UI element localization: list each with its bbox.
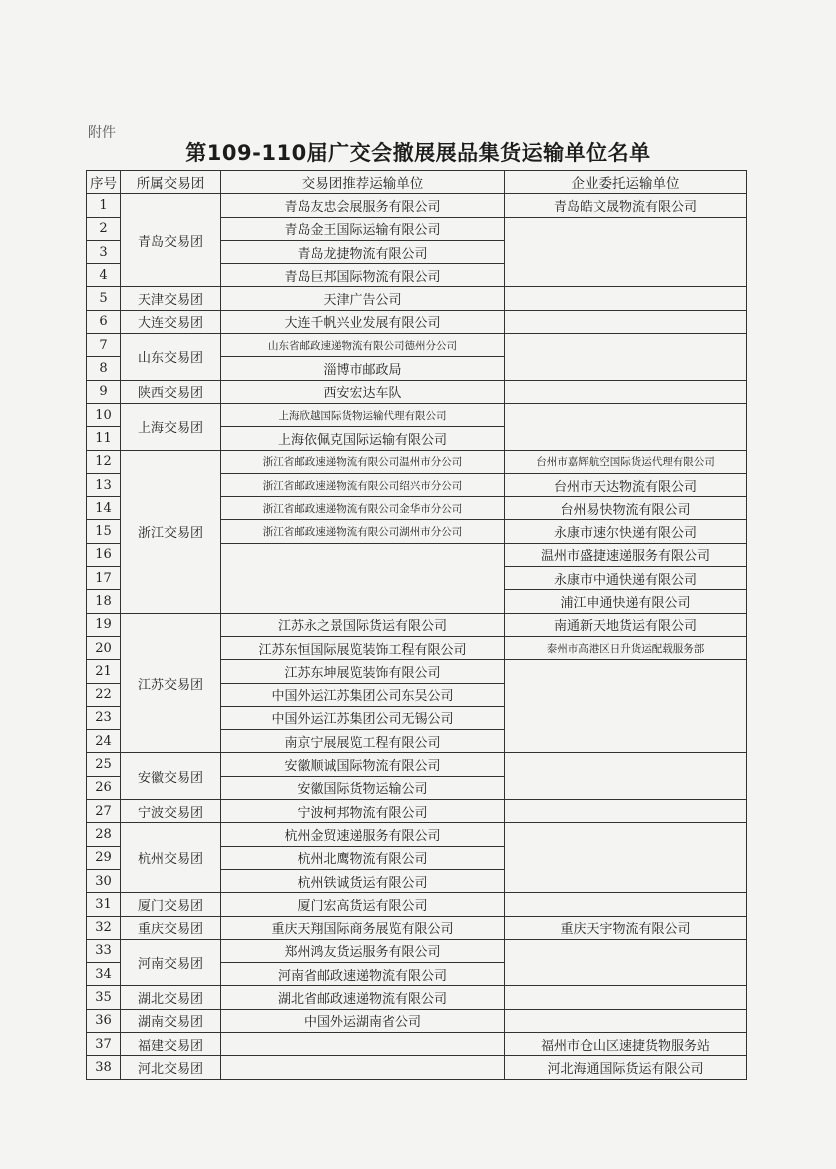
recommended-unit-cell: 浙江省邮政速递物流有限公司湖州市分公司 (221, 520, 505, 543)
table-row (87, 310, 747, 333)
recommended-unit-cell: 厦门宏高货运有限公司 (221, 893, 505, 916)
entrusted-unit-cell (505, 660, 747, 753)
table-row (87, 916, 747, 939)
trade-group-cell: 上海交易团 (121, 403, 221, 450)
row-number: 15 (87, 520, 121, 543)
entrusted-unit-cell: 南通新天地货运有限公司 (505, 613, 747, 636)
row-number: 11 (87, 427, 121, 450)
recommended-unit-cell: 天津广告公司 (221, 287, 505, 310)
table-row (87, 893, 747, 916)
recommended-unit-cell: 山东省邮政速递物流有限公司德州分公司 (221, 334, 505, 357)
trade-group-cell: 重庆交易团 (121, 916, 221, 939)
recommended-unit-cell: 河南省邮政速递物流有限公司 (221, 963, 505, 986)
header-group: 所属交易团 (121, 171, 221, 194)
recommended-unit-cell: 安徽顺诚国际物流有限公司 (221, 753, 505, 776)
trade-group-cell: 陕西交易团 (121, 380, 221, 403)
entrusted-unit-cell (505, 310, 747, 333)
row-number: 21 (87, 660, 121, 683)
entrusted-unit-cell: 浦江申通快递有限公司 (505, 590, 747, 613)
recommended-unit-cell: 重庆天翔国际商务展览有限公司 (221, 916, 505, 939)
trade-group-cell: 江苏交易团 (121, 613, 221, 753)
recommended-unit-cell: 郑州鸿友货运服务有限公司 (221, 939, 505, 962)
table-row (87, 939, 747, 962)
entrusted-unit-cell: 青岛皓文晟物流有限公司 (505, 194, 747, 217)
entrusted-unit-cell: 福州市仓山区速捷货物服务站 (505, 1032, 747, 1055)
table-row (87, 1009, 747, 1032)
trade-group-cell: 青岛交易团 (121, 194, 221, 287)
entrusted-unit-cell (505, 403, 747, 450)
trade-group-cell: 厦门交易团 (121, 893, 221, 916)
entrusted-unit-cell (505, 893, 747, 916)
row-number: 5 (87, 287, 121, 310)
row-number: 6 (87, 310, 121, 333)
entrusted-unit-cell (505, 939, 747, 986)
trade-group-cell: 宁波交易团 (121, 800, 221, 823)
entrusted-unit-cell: 台州市嘉辉航空国际货运代理有限公司 (505, 450, 747, 473)
recommended-unit-cell (221, 1056, 505, 1079)
recommended-unit-cell: 浙江省邮政速递物流有限公司温州市分公司 (221, 450, 505, 473)
row-number: 20 (87, 636, 121, 659)
row-number: 1 (87, 194, 121, 217)
recommended-unit-cell: 青岛巨邦国际物流有限公司 (221, 264, 505, 287)
row-number: 37 (87, 1032, 121, 1055)
trade-group-cell: 杭州交易团 (121, 823, 221, 893)
recommended-unit-cell: 浙江省邮政速递物流有限公司绍兴市分公司 (221, 473, 505, 496)
table-row (87, 194, 747, 217)
row-number: 34 (87, 963, 121, 986)
recommended-unit-cell: 西安宏达车队 (221, 380, 505, 403)
recommended-unit-cell: 浙江省邮政速递物流有限公司金华市分公司 (221, 497, 505, 520)
trade-group-cell: 河南交易团 (121, 939, 221, 986)
row-number: 28 (87, 823, 121, 846)
table-row (87, 753, 747, 776)
row-number: 7 (87, 334, 121, 357)
trade-group-cell: 湖南交易团 (121, 1009, 221, 1032)
table-row (87, 287, 747, 310)
table-row (87, 1056, 747, 1079)
recommended-unit-cell: 青岛金王国际运输有限公司 (221, 217, 505, 240)
table-row (87, 1032, 747, 1055)
row-number: 25 (87, 753, 121, 776)
trade-group-cell: 安徽交易团 (121, 753, 221, 800)
row-number: 30 (87, 869, 121, 892)
recommended-unit-cell: 湖北省邮政速递物流有限公司 (221, 986, 505, 1009)
row-number: 26 (87, 776, 121, 799)
recommended-unit-cell: 宁波柯邦物流有限公司 (221, 800, 505, 823)
entrusted-unit-cell: 泰州市高港区日升货运配载服务部 (505, 636, 747, 659)
recommended-unit-cell: 青岛龙捷物流有限公司 (221, 240, 505, 263)
trade-group-cell: 福建交易团 (121, 1032, 221, 1055)
recommended-unit-cell: 淄博市邮政局 (221, 357, 505, 380)
trade-group-cell: 浙江交易团 (121, 450, 221, 613)
shipping-units-table (86, 170, 747, 1080)
trade-group-cell: 山东交易团 (121, 334, 221, 381)
row-number: 32 (87, 916, 121, 939)
table-header-row (87, 171, 747, 194)
entrusted-unit-cell (505, 334, 747, 381)
header-entrusted-unit: 企业委托运输单位 (505, 171, 747, 194)
row-number: 38 (87, 1056, 121, 1079)
trade-group-cell: 河北交易团 (121, 1056, 221, 1079)
recommended-unit-cell: 大连千帆兴业发展有限公司 (221, 310, 505, 333)
entrusted-unit-cell (505, 287, 747, 310)
row-number: 14 (87, 497, 121, 520)
recommended-unit-cell: 江苏东坤展览装饰有限公司 (221, 660, 505, 683)
row-number: 31 (87, 893, 121, 916)
recommended-unit-cell (221, 543, 505, 613)
recommended-unit-cell: 青岛友忠会展服务有限公司 (221, 194, 505, 217)
row-number: 4 (87, 264, 121, 287)
row-number: 23 (87, 706, 121, 729)
recommended-unit-cell: 上海欣越国际货物运输代理有限公司 (221, 403, 505, 426)
entrusted-unit-cell (505, 753, 747, 800)
recommended-unit-cell: 中国外运湖南省公司 (221, 1009, 505, 1032)
entrusted-unit-cell (505, 823, 747, 893)
recommended-unit-cell: 江苏永之景国际货运有限公司 (221, 613, 505, 636)
entrusted-unit-cell: 温州市盛捷速递服务有限公司 (505, 543, 747, 566)
entrusted-unit-cell (505, 800, 747, 823)
table-row (87, 334, 747, 357)
recommended-unit-cell: 杭州金贸速递服务有限公司 (221, 823, 505, 846)
entrusted-unit-cell: 永康市中通快递有限公司 (505, 567, 747, 590)
table-row (87, 403, 747, 426)
row-number: 36 (87, 1009, 121, 1032)
trade-group-cell: 天津交易团 (121, 287, 221, 310)
recommended-unit-cell (221, 1032, 505, 1055)
table-row (87, 823, 747, 846)
row-number: 16 (87, 543, 121, 566)
entrusted-unit-cell: 河北海通国际货运有限公司 (505, 1056, 747, 1079)
table-row (87, 380, 747, 403)
recommended-unit-cell: 中国外运江苏集团公司东吴公司 (221, 683, 505, 706)
row-number: 8 (87, 357, 121, 380)
row-number: 9 (87, 380, 121, 403)
table-row (87, 613, 747, 636)
table-row (87, 450, 747, 473)
row-number: 27 (87, 800, 121, 823)
table-row (87, 986, 747, 1009)
row-number: 2 (87, 217, 121, 240)
row-number: 10 (87, 403, 121, 426)
entrusted-unit-cell: 重庆天宇物流有限公司 (505, 916, 747, 939)
document-title: 第109-110届广交会撤展展品集货运输单位名单 (185, 141, 651, 165)
row-number: 3 (87, 240, 121, 263)
header-seq: 序号 (87, 171, 121, 194)
row-number: 13 (87, 473, 121, 496)
recommended-unit-cell: 上海依佩克国际运输有限公司 (221, 427, 505, 450)
row-number: 29 (87, 846, 121, 869)
entrusted-unit-cell: 永康市速尔快递有限公司 (505, 520, 747, 543)
trade-group-cell: 湖北交易团 (121, 986, 221, 1009)
entrusted-unit-cell: 台州易快物流有限公司 (505, 497, 747, 520)
trade-group-cell: 大连交易团 (121, 310, 221, 333)
row-number: 22 (87, 683, 121, 706)
row-number: 12 (87, 450, 121, 473)
row-number: 19 (87, 613, 121, 636)
row-number: 35 (87, 986, 121, 1009)
recommended-unit-cell: 杭州铁诚货运有限公司 (221, 869, 505, 892)
attachment-label: 附件 (88, 125, 116, 141)
recommended-unit-cell: 安徽国际货物运输公司 (221, 776, 505, 799)
row-number: 18 (87, 590, 121, 613)
entrusted-unit-cell (505, 217, 747, 287)
recommended-unit-cell: 杭州北鹰物流有限公司 (221, 846, 505, 869)
entrusted-unit-cell (505, 986, 747, 1009)
entrusted-unit-cell (505, 1009, 747, 1032)
recommended-unit-cell: 南京宁展展览工程有限公司 (221, 730, 505, 753)
table-row (87, 800, 747, 823)
row-number: 33 (87, 939, 121, 962)
entrusted-unit-cell: 台州市天达物流有限公司 (505, 473, 747, 496)
recommended-unit-cell: 中国外运江苏集团公司无锡公司 (221, 706, 505, 729)
recommended-unit-cell: 江苏东恒国际展览装饰工程有限公司 (221, 636, 505, 659)
entrusted-unit-cell (505, 380, 747, 403)
row-number: 24 (87, 730, 121, 753)
header-recommended-unit: 交易团推荐运输单位 (221, 171, 505, 194)
row-number: 17 (87, 567, 121, 590)
